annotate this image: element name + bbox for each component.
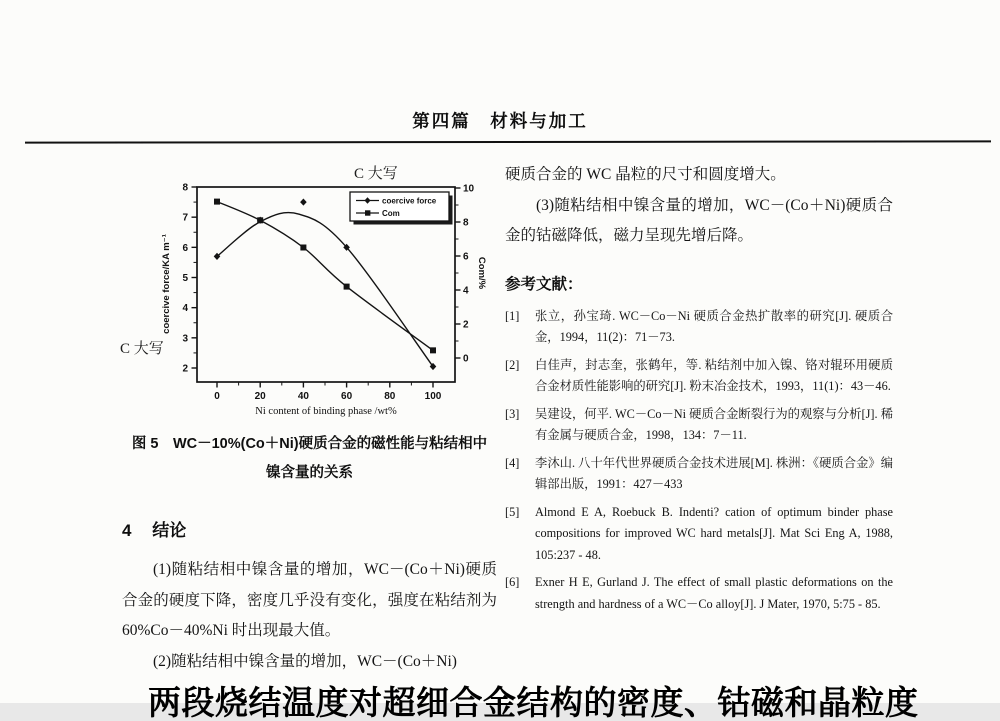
reference-item [505, 572, 893, 615]
reference-label: [6] [505, 575, 520, 589]
reference-label: [2] [505, 357, 520, 372]
annotation-c-left: C 大写 [120, 341, 164, 357]
reference-label: [3] [505, 406, 520, 421]
svg-text:coercive force/KA m⁻¹: coercive force/KA m⁻¹ [161, 234, 172, 334]
reference-text: 吴建设，何平. WC－Co－Ni 硬质合金断裂行为的观察与分析[J]. 稀有金属与硬质合金，1998，134：7－11. [535, 406, 893, 442]
left-column [122, 152, 497, 677]
svg-text:6: 6 [182, 242, 188, 254]
reference-item [505, 502, 893, 567]
reference-text: 李沐山. 八十年代世界硬质合金技术进展[M]. 株洲：《硬质合金》编辑部出版，1991：427－433 [535, 455, 893, 491]
svg-text:0: 0 [214, 391, 220, 402]
conclusion-paragraph-2: (2)随粘结相中镍含量的增加，WC－(Co＋Ni) [153, 652, 457, 670]
conclusion-paragraph-1: (1)随粘结相中镍含量的增加，WC－(Co＋Ni)硬质合金的硬度下降，密度几乎没有变化，强度在粘结剂为 60%Co－40%Ni 时出现最大值。 [122, 561, 497, 639]
svg-text:Com: Com [382, 209, 400, 218]
reference-label: [4] [505, 455, 520, 470]
conclusion-heading-title: 结论 [152, 521, 187, 540]
figure5-caption-line1: 图 5 WC－10%(Co＋Ni)硬质合金的磁性能与粘结相中 [131, 436, 488, 452]
annotation-c-top: C 大写 [354, 166, 398, 182]
svg-text:7: 7 [182, 212, 188, 224]
svg-text:0: 0 [463, 353, 469, 365]
svg-text:60: 60 [341, 391, 353, 402]
svg-text:80: 80 [384, 391, 396, 402]
right-column [505, 160, 893, 621]
reference-text: Exner H E, Gurland J. The effect of small plastic deformations on the strength and hardness of a WC－Co alloy[J]. J Mater, 1970, 5:75 - 85. [535, 575, 893, 611]
figure5 [122, 152, 497, 424]
svg-text:3: 3 [182, 333, 188, 345]
svg-text:6: 6 [463, 251, 469, 263]
header-rule [25, 140, 991, 143]
reference-label: [1] [505, 308, 520, 323]
svg-text:10: 10 [463, 183, 475, 195]
reference-item [505, 306, 893, 349]
reference-text: 白佳声，封志奎，张鹤年，等. 粘结剂中加入镍、铬对辊环用硬质合金材质性能影响的研究[J]. 粉末冶金技术，1993，11(1)：43－46. [535, 357, 893, 393]
svg-text:40: 40 [297, 391, 309, 402]
reference-item [505, 355, 893, 398]
svg-text:2: 2 [463, 319, 469, 331]
reference-item [505, 453, 893, 496]
svg-text:100: 100 [424, 391, 442, 402]
svg-text:4: 4 [182, 303, 188, 315]
conclusion-paragraph-3: (3)随粘结相中镍含量的增加，WC－(Co＋Ni)硬质合金的钴磁降低，磁力呈现先增后降。 [505, 196, 893, 244]
figure5-caption [122, 430, 497, 488]
reference-text: Almond E A, Roebuck B. Indenti? cation of optimum binder phase compositions for improved WC hard metals[J]. Mat Sci Eng A, 1988, 105:237 - 48. [535, 504, 893, 562]
references-list [505, 306, 893, 616]
svg-text:2: 2 [182, 363, 188, 375]
svg-text:5: 5 [182, 273, 188, 285]
reference-label: [5] [505, 504, 520, 519]
right-paragraph-continuation: 硬质合金的 WC 晶粒的尺寸和圆度增大。 [505, 166, 786, 183]
page-header-title: 第四篇 材料与加工 [412, 111, 588, 131]
reference-item [505, 404, 893, 447]
next-article-clipped-title: 两段烧结温度对超细合金结构的密度、钴磁和晶粒度 [148, 684, 919, 721]
reference-text: 张立，孙宝琦. WC－Co－Ni 硬质合金热扩散率的研究[J]. 硬质合金，1994，11(2)：71－73. [535, 308, 893, 344]
conclusion-heading [122, 516, 497, 541]
svg-text:20: 20 [254, 391, 266, 402]
svg-text:8: 8 [463, 217, 469, 229]
references-heading: 参考文献： [505, 275, 583, 293]
figure5-caption-line2: 镍含量的关系 [266, 465, 353, 481]
figure5-chart [122, 152, 502, 424]
svg-text:coercive force: coercive force [382, 196, 437, 206]
svg-text:8: 8 [182, 182, 188, 194]
conclusion-heading-number: 4 [122, 521, 132, 540]
svg-text:Com/%: Com/% [476, 256, 487, 290]
svg-text:Ni content of binding phase /w: Ni content of binding phase /wt% [255, 406, 397, 417]
svg-text:4: 4 [463, 285, 469, 297]
